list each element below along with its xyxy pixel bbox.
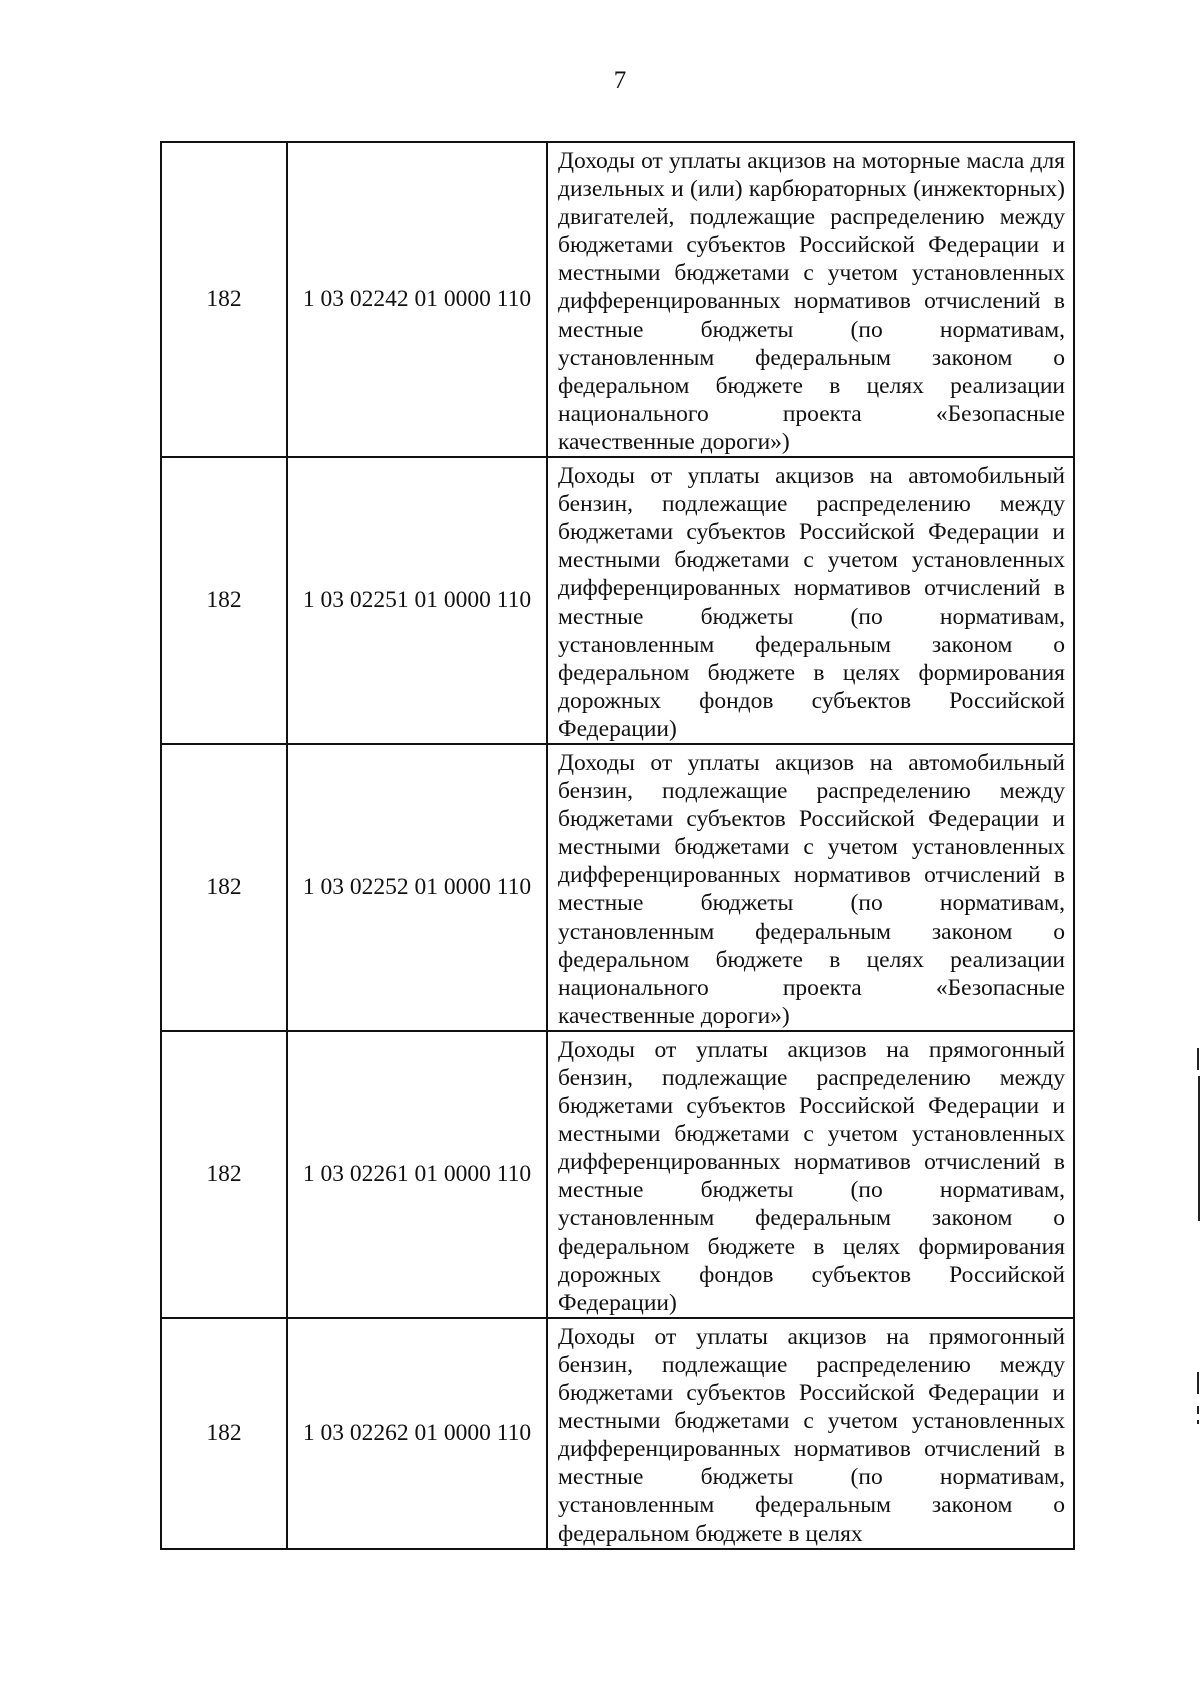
revenue-codes-table (160, 141, 1075, 1550)
description-cell: Доходы от уплаты акцизов на моторные масла для дизельных и (или) карбюраторных (инжекторных) двигателей, подлежащие распределению между бюджетами субъектов Российской Федерации и местными бюджетами с учетом установленных дифференцированных нормативов отчислений в местные бюджеты (по нормативам, установленным федеральным законом о федеральном бюджете в целях реализации национального проекта «Безопасные качественные дороги») (547, 142, 1074, 457)
table-row (161, 744, 1074, 1031)
table-row (161, 142, 1074, 457)
kbk-code-cell: 1 03 02242 01 0000 110 (287, 142, 547, 457)
kbk-code-cell: 1 03 02252 01 0000 110 (287, 744, 547, 1031)
admin-code-cell: 182 (161, 744, 287, 1031)
admin-code-cell: 182 (161, 1031, 287, 1318)
description-cell: Доходы от уплаты акцизов на автомобильный бензин, подлежащие распределению между бюджетами субъектов Российской Федерации и местными бюджетами с учетом установленных дифференцированных нормативов отчислений в местные бюджеты (по нормативам, установленным федеральным законом о федеральном бюджете в целях формирования дорожных фондов субъектов Российской Федерации) (547, 457, 1074, 744)
kbk-code-cell: 1 03 02251 01 0000 110 (287, 457, 547, 744)
admin-code-cell: 182 (161, 142, 287, 457)
kbk-code-cell: 1 03 02261 01 0000 110 (287, 1031, 547, 1318)
admin-code-cell: 182 (161, 1318, 287, 1549)
page-number: 7 (613, 67, 627, 94)
kbk-code-cell: 1 03 02262 01 0000 110 (287, 1318, 547, 1549)
table-row (161, 1031, 1074, 1318)
table-row (161, 457, 1074, 744)
scan-edge-mark (1197, 1406, 1199, 1414)
description-cell: Доходы от уплаты акцизов на прямогонный бензин, подлежащие распределению между бюджетами субъектов Российской Федерации и местными бюджетами с учетом установленных дифференцированных нормативов отчислений в местные бюджеты (по нормативам, установленным федеральным законом о федеральном бюджете в целях формирования дорожных фондов субъектов Российской Федерации) (547, 1031, 1074, 1318)
scan-edge-mark (1197, 1372, 1199, 1394)
scan-edge-mark (1197, 1048, 1199, 1070)
description-cell: Доходы от уплаты акцизов на автомобильный бензин, подлежащие распределению между бюджетами субъектов Российской Федерации и местными бюджетами с учетом установленных дифференцированных нормативов отчислений в местные бюджеты (по нормативам, установленным федеральным законом о федеральном бюджете в целях реализации национального проекта «Безопасные качественные дороги») (547, 744, 1074, 1031)
table-row (161, 1318, 1074, 1549)
admin-code-cell: 182 (161, 457, 287, 744)
description-cell: Доходы от уплаты акцизов на прямогонный бензин, подлежащие распределению между бюджетами субъектов Российской Федерации и местными бюджетами с учетом установленных дифференцированных нормативов отчислений в местные бюджеты (по нормативам, установленным федеральным законом о федеральном бюджете в целях (547, 1318, 1074, 1549)
scan-edge-mark (1197, 1420, 1199, 1424)
